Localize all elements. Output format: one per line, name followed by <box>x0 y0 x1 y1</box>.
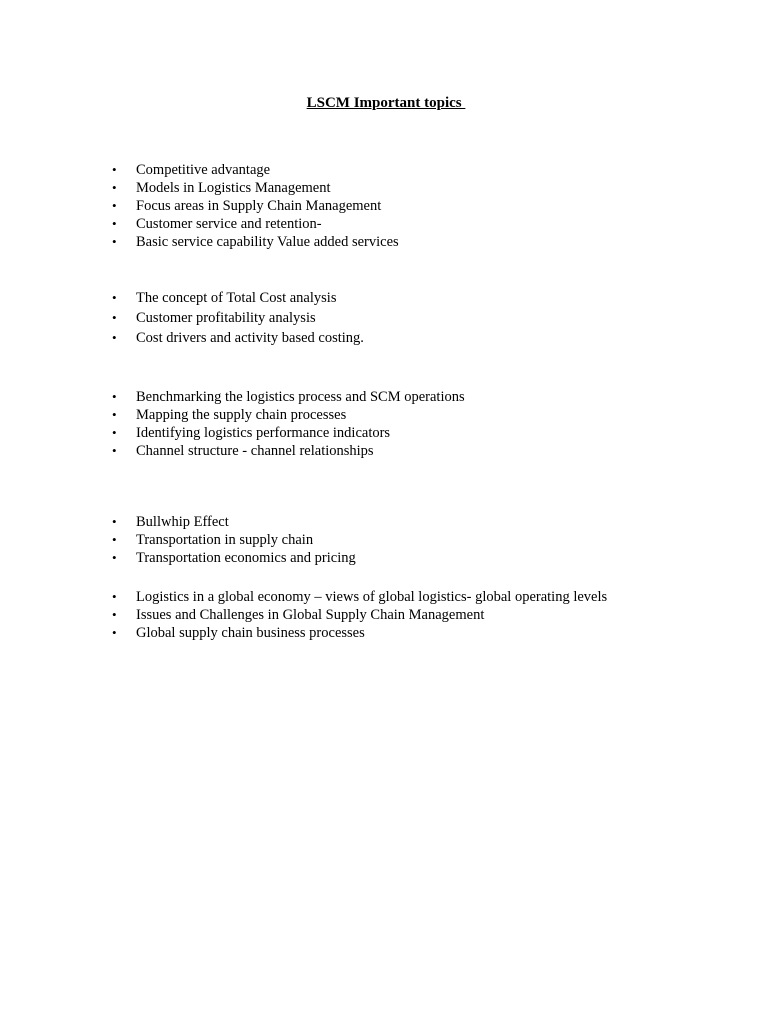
list-item <box>107 233 399 251</box>
bullet-icon: • <box>112 162 117 177</box>
list-item-text: Models in Logistics Management <box>136 180 331 196</box>
list-item-text: Channel structure - channel relationships <box>136 443 374 459</box>
bullet-icon: • <box>112 607 117 622</box>
list-item <box>107 549 356 567</box>
list-item-text: Benchmarking the logistics process and SCM operations <box>136 389 465 405</box>
topic-list-transportation <box>107 513 356 567</box>
list-item <box>107 328 364 348</box>
bullet-icon: • <box>112 589 117 604</box>
bullet-icon: • <box>112 216 117 231</box>
list-item-text: Competitive advantage <box>136 162 271 178</box>
bullet-icon: • <box>112 443 117 458</box>
list-item <box>107 624 607 642</box>
list-item-text: Customer service and retention- <box>136 216 322 232</box>
document-title: LSCM Important topics <box>306 95 466 111</box>
list-item-text: Transportation economics and pricing <box>136 550 356 566</box>
bullet-icon: • <box>112 514 117 529</box>
list-item <box>107 308 364 328</box>
list-item <box>107 588 607 606</box>
list-item <box>107 424 465 442</box>
bullet-icon: • <box>112 180 117 195</box>
bullet-icon: • <box>112 290 117 305</box>
list-item-text: Global supply chain business processes <box>136 625 365 641</box>
bullet-icon: • <box>112 389 117 404</box>
bullet-icon: • <box>112 532 117 547</box>
topic-list-benchmarking <box>107 388 465 460</box>
list-item-text: Logistics in a global economy – views of global logistics- global operating levels <box>136 589 608 605</box>
list-item <box>107 606 607 624</box>
list-item-text: Customer profitability analysis <box>136 310 316 326</box>
bullet-icon: • <box>112 407 117 422</box>
topic-list-cost-analysis <box>107 288 364 348</box>
bullet-icon: • <box>112 425 117 440</box>
list-item <box>107 406 465 424</box>
list-item-text: Cost drivers and activity based costing. <box>136 330 364 346</box>
bullet-icon: • <box>112 625 117 640</box>
list-item-text: Focus areas in Supply Chain Management <box>136 198 382 214</box>
bullet-icon: • <box>112 310 117 325</box>
list-item-text: Basic service capability Value added services <box>136 234 399 250</box>
list-item-text: Mapping the supply chain processes <box>136 407 347 423</box>
list-item <box>107 288 364 308</box>
list-item <box>107 442 465 460</box>
list-item-text: Bullwhip Effect <box>136 514 229 530</box>
bullet-icon: • <box>112 234 117 249</box>
list-item <box>107 513 356 531</box>
list-item-text: Identifying logistics performance indicators <box>136 425 391 441</box>
list-item <box>107 197 399 215</box>
list-item-text: Transportation in supply chain <box>136 532 314 548</box>
bullet-icon: • <box>112 550 117 565</box>
list-item-text: Issues and Challenges in Global Supply Chain Management <box>136 607 485 623</box>
list-item-text: The concept of Total Cost analysis <box>136 290 337 306</box>
list-item <box>107 388 465 406</box>
bullet-icon: • <box>112 330 117 345</box>
list-item <box>107 531 356 549</box>
topic-list-global-logistics <box>107 588 607 642</box>
list-item <box>107 161 399 179</box>
topic-list-competitive-advantage <box>107 161 399 251</box>
list-item <box>107 215 399 233</box>
list-item <box>107 179 399 197</box>
bullet-icon: • <box>112 198 117 213</box>
